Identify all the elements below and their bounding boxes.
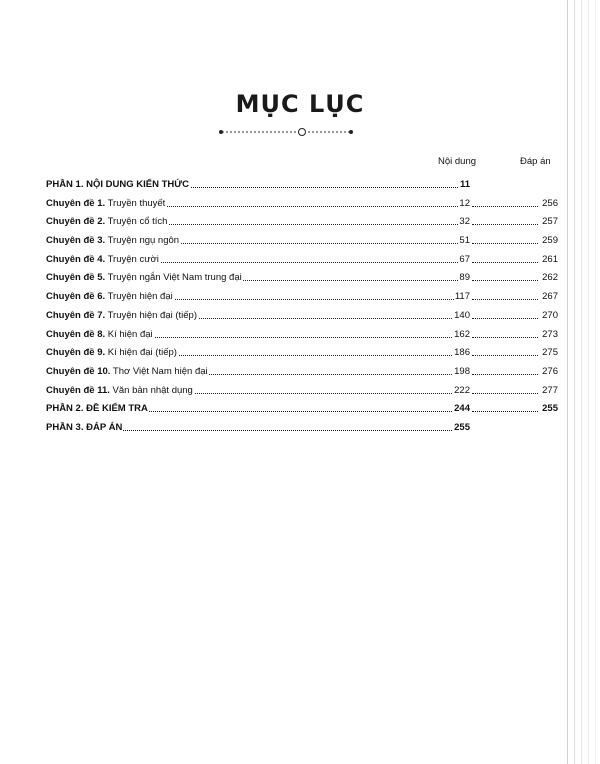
dot-leader	[472, 411, 538, 412]
toc-chapter-row[interactable]	[46, 307, 558, 326]
chapter-number: Chuyên đề 4.	[46, 253, 106, 265]
toc-chapter-row[interactable]	[46, 326, 558, 345]
answer-page-number: 275	[541, 344, 558, 363]
entry-title: Truyện cổ tích	[105, 216, 168, 228]
entry-title: Truyện ngụ ngôn	[105, 235, 180, 247]
answer-page-number: 276	[541, 363, 558, 382]
content-page-number: 140	[453, 307, 470, 326]
answer-page-number: 259	[541, 232, 558, 251]
toc-entry-label	[46, 232, 180, 251]
entry-title: Văn bản nhật dụng	[109, 384, 193, 396]
dot-leader	[472, 280, 538, 281]
content-page-number: 51	[458, 232, 470, 251]
content-page-number: 222	[453, 382, 470, 401]
content-page-number: 186	[453, 344, 470, 363]
divider-ornament-icon	[218, 125, 354, 139]
toc-chapter-row[interactable]	[46, 344, 558, 363]
dot-leader	[472, 299, 538, 300]
content-page-number: 11	[459, 176, 470, 195]
entry-title: Truyền thuyết	[105, 197, 166, 209]
toc-entry-label	[46, 419, 123, 438]
toc-entry-label	[46, 195, 166, 214]
chapter-number: Chuyên đề 6.	[46, 291, 106, 303]
entry-title: Thơ Việt Nam hiện đại	[110, 365, 208, 377]
toc-chapter-row[interactable]	[46, 269, 558, 288]
toc-entry-label	[46, 344, 178, 363]
entry-title: Kí hiện đại (tiếp)	[105, 347, 177, 359]
toc-entry-label	[46, 307, 198, 326]
answer-page-number: 255	[541, 400, 558, 419]
toc-chapter-row[interactable]	[46, 363, 558, 382]
content-page-number: 32	[458, 213, 470, 232]
content-page-number: 244	[453, 400, 470, 419]
toc-chapter-row[interactable]	[46, 251, 558, 270]
answer-page-header: Đáp án	[520, 156, 551, 167]
toc-entry-label	[46, 382, 194, 401]
answer-page-number: 256	[541, 195, 558, 214]
entry-title: Truyện hiện đại	[105, 291, 173, 303]
toc-chapter-row[interactable]	[46, 195, 558, 214]
answer-page-number: 262	[541, 269, 558, 288]
entry-title: PHẦN 1. NỘI DUNG KIẾN THỨC	[46, 179, 190, 190]
answer-page-number: 257	[541, 213, 558, 232]
content-page-number: 117	[454, 288, 470, 307]
chapter-number: Chuyên đề 10.	[46, 365, 111, 377]
entry-title: Truyện ngắn Việt Nam trung đại	[105, 272, 242, 284]
answer-page-number: 261	[541, 251, 558, 270]
chapter-number: Chuyên đề 2.	[46, 216, 106, 228]
table-of-contents	[46, 176, 558, 438]
chapter-number: Chuyên đề 3.	[46, 235, 106, 247]
chapter-number: Chuyên đề 7.	[46, 309, 106, 321]
content-page-number: 162	[453, 326, 470, 345]
toc-entry-label	[46, 326, 154, 345]
dot-leader	[472, 262, 538, 263]
dot-leader	[472, 224, 538, 225]
toc-part-row[interactable]	[46, 419, 558, 438]
entry-title: Truyện cười	[105, 253, 159, 265]
answer-page-number: 267	[541, 288, 558, 307]
toc-chapter-row[interactable]	[46, 232, 558, 251]
dot-leader	[472, 393, 538, 394]
content-page-number: 198	[453, 363, 470, 382]
page-title: MỤC LỤC	[235, 90, 365, 118]
answer-page-number: 273	[541, 326, 558, 345]
entry-title: PHẦN 2. ĐỀ KIỂM TRA	[46, 403, 148, 415]
toc-chapter-row[interactable]	[46, 382, 558, 401]
toc-entry-label	[46, 251, 160, 270]
content-page-number: 255	[453, 419, 470, 438]
entry-title: PHẦN 3. ĐÁP ÁN	[46, 421, 123, 433]
chapter-number: Chuyên đề 5.	[46, 272, 106, 284]
toc-part-row[interactable]	[46, 176, 558, 195]
content-page-header: Nội dung	[438, 156, 477, 167]
entry-title: Truyện hiện đại (tiếp)	[105, 309, 198, 321]
toc-entry-label	[46, 269, 243, 288]
toc-entry-label	[46, 400, 149, 419]
content-page-number: 67	[458, 251, 470, 270]
chapter-number: Chuyên đề 1.	[46, 197, 106, 209]
dot-leader	[472, 206, 538, 207]
dot-leader	[472, 374, 538, 375]
dot-leader	[472, 318, 538, 319]
toc-chapter-row[interactable]	[46, 288, 558, 307]
toc-entry-label	[46, 363, 209, 382]
toc-part-row[interactable]	[46, 400, 558, 419]
chapter-number: Chuyên đề 11.	[46, 384, 110, 396]
toc-entry-label	[46, 288, 174, 307]
chapter-number: Chuyên đề 8.	[46, 328, 106, 340]
answer-page-number: 277	[541, 382, 558, 401]
content-page-number: 89	[458, 269, 470, 288]
dot-leader	[472, 355, 538, 356]
toc-chapter-row[interactable]	[46, 213, 558, 232]
dot-leader	[472, 243, 538, 244]
dot-leader	[472, 337, 538, 338]
content-page-number: 12	[458, 195, 470, 214]
entry-title: Kí hiện đại	[105, 328, 153, 340]
toc-entry-label	[46, 213, 168, 232]
chapter-number: Chuyên đề 9.	[46, 347, 106, 359]
toc-column-headers	[0, 156, 600, 170]
toc-entry-label	[46, 176, 190, 195]
answer-page-number: 270	[541, 307, 558, 326]
